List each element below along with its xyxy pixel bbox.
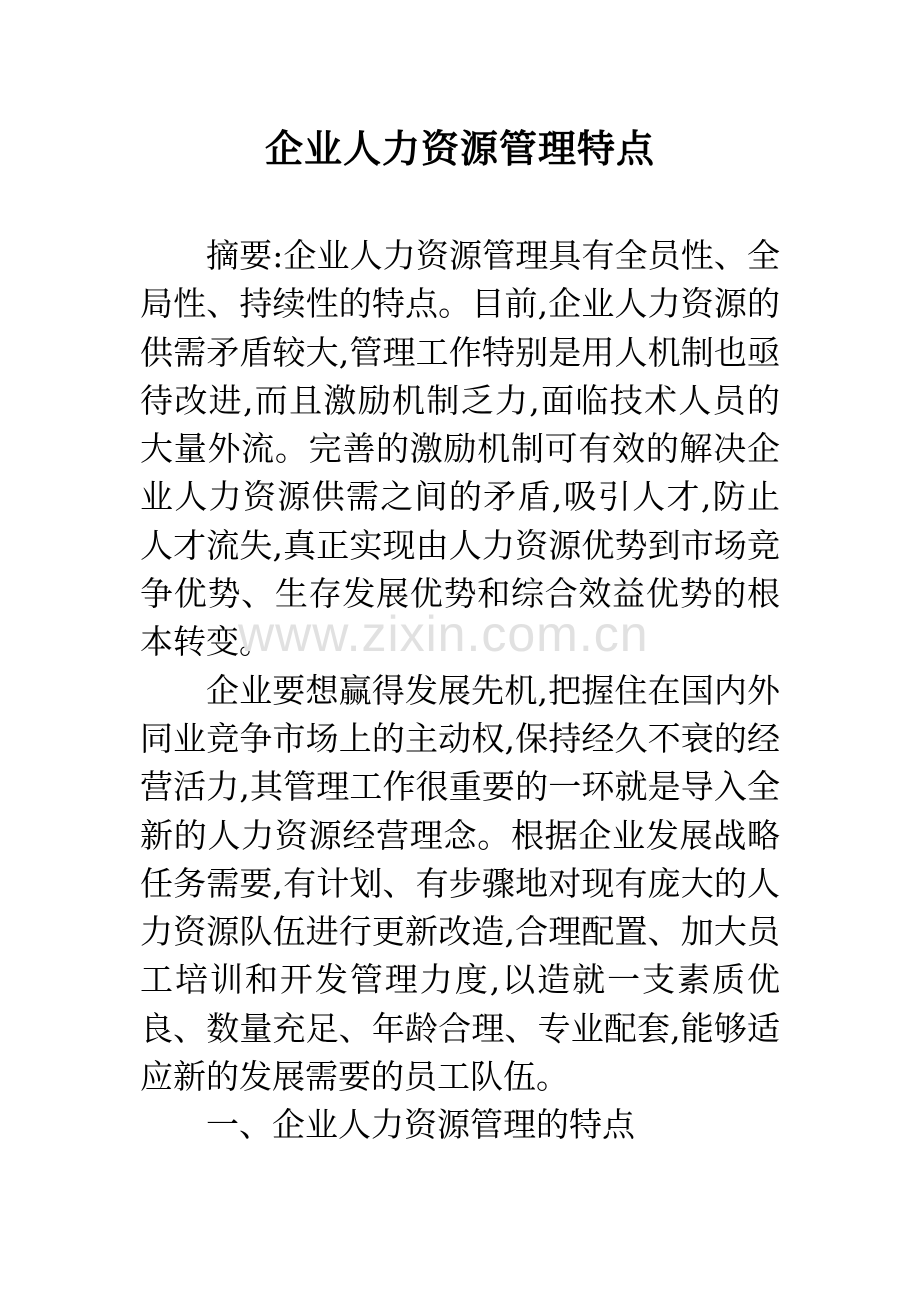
watermark: www.zixin.com.cn — [238, 606, 649, 662]
document-title: 企业人力资源管理特点 — [264, 126, 655, 171]
abstract-paragraph: 摘要:企业人力资源管理具有全员性、全局性、持续性的特点。目前,企业人力资源的供需矛盾较大,管理工作特别是用人机制也亟待改进,而且激励机制乏力,面临技术人员的大量外流。完善的激励机制可有效的解决企业人力资源供需之间的矛盾,吸引人才,防止人才流失,真正实现由人力资源优势到市场竞争优势、生存发展优势和综合效益优势的根本转变。 — [140, 236, 780, 662]
document-body — [140, 232, 780, 1150]
section-heading: 一、企业人力资源管理的特点 — [206, 1105, 635, 1145]
body-paragraph: 企业要想赢得发展先机,把握住在国内外同业竞争市场上的主动权,保持经久不衰的经营活力,其管理工作很重要的一环就是导入全新的人力资源经营理念。根据企业发展战略任务需要,有计划、有步骤地对现有庞大的人力资源队伍进行更新改造,合理配置、加大员工培训和开发管理力度,以造就一支素质优良、数量充足、年龄合理、专业配套,能够适应新的发展需要的员工队伍。 — [140, 670, 780, 1097]
